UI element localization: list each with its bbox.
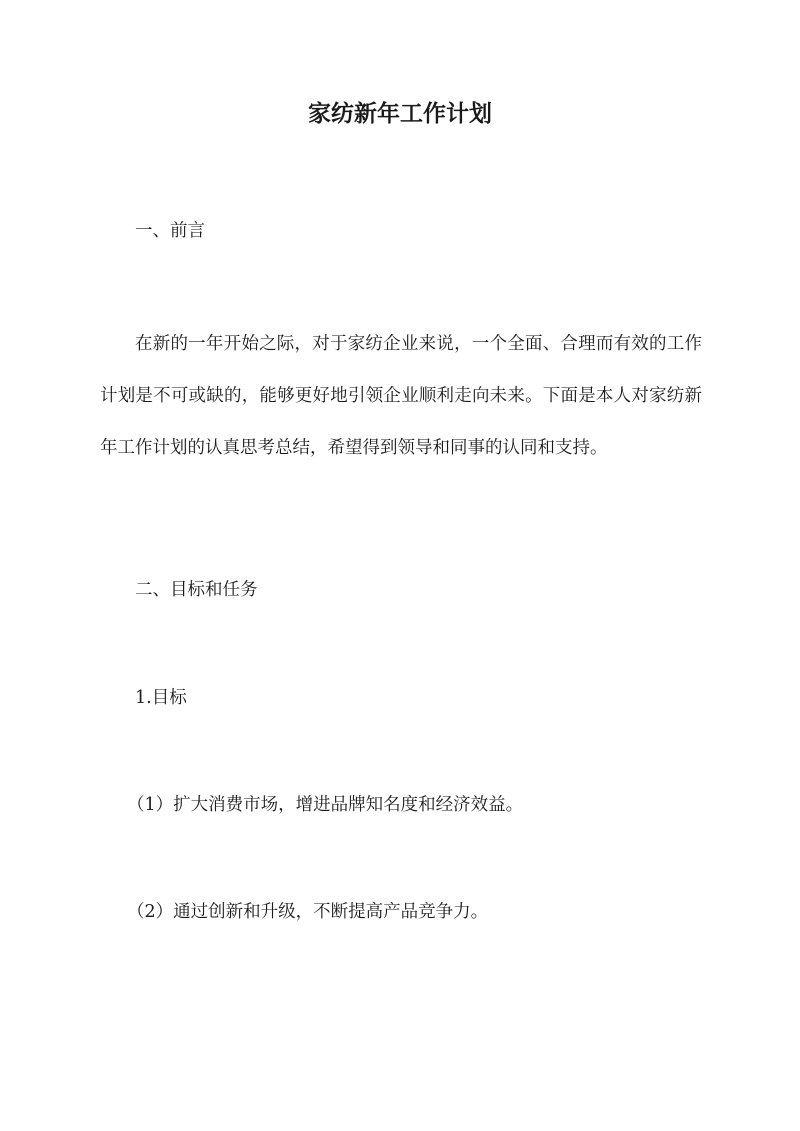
preface-paragraph: 在新的一年开始之际，对于家纺企业来说，一个全面、合理而有效的工作计划是不可或缺的，能够更好地引领企业顺利走向未来。下面是本人对家纺新年工作计划的认真思考总结，希望得到领导和同事的认同和支持。: [100, 334, 702, 458]
goal-item-2: （2）通过创新和升级，不断提高产品竞争力。: [127, 902, 489, 922]
goal-item-1: （1）扩大消费市场，增进品牌知名度和经济效益。: [127, 795, 524, 815]
document-title: 家纺新年工作计划: [308, 100, 492, 127]
section-heading-goals: 二、目标和任务: [135, 580, 258, 600]
subheading-goal: 1.目标: [135, 688, 187, 708]
section-heading-preface: 一、前言: [135, 221, 205, 241]
